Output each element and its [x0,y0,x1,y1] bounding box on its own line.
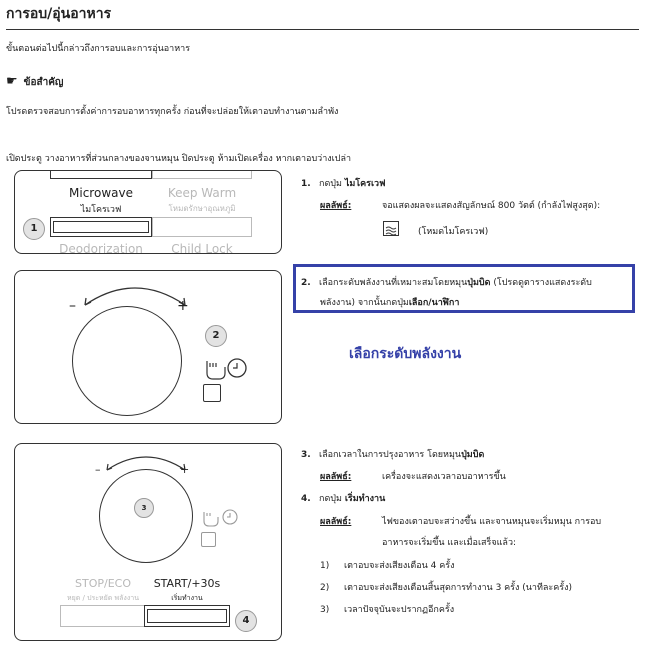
select-button[interactable] [203,384,221,402]
step-badge-4: 4 [235,610,257,632]
substep-3-number: 3) [320,605,330,615]
step-2-text-b: (โปรดดูตารางแสดงระดับ [490,278,592,288]
step-4-result-label: ผลลัพธ์: [320,517,352,527]
pointing-hand-icon: ☛ [6,74,18,89]
step-1-number: 1. [301,179,311,189]
step-badge-2: 2 [205,325,227,347]
step-1 [301,176,385,190]
keepwarm-label-en: Keep Warm [167,186,237,200]
step-1-text: กดปุ่ม [319,179,345,189]
step-2-bold-b: เลือก/นาฬิกา [408,298,460,308]
microwave-button[interactable] [50,217,152,237]
start-label-th: เริ่มทำงาน [171,594,203,602]
substep-3-text: เวลาปัจจุบันจะปรากฏอีกครั้ง [344,605,455,615]
keepwarm-button[interactable] [152,217,252,237]
step-3-result-label: ผลลัพธ์: [320,472,352,482]
stop-label-en: STOP/ECO [75,577,131,590]
control-panel-mode-buttons [14,170,282,254]
control-panel-dial [14,270,282,424]
step-4-bold: เริ่มทำงาน [344,494,386,504]
top-button-edge [50,171,152,179]
step-2-text-c: พลังงาน) จากนั้นกดปุ่ม [320,298,409,308]
step-2-text-a: เลือกระดับพลังงานที่เหมาะสมโดยหมุน [319,278,468,288]
select-button-faint [201,532,216,547]
page-title: การอบ/อุ่นอาหาร [6,6,112,22]
step-1-result-text: จอแสดงผลจะแสดงสัญลักษณ์ 800 วัตต์ (กำลังไฟสูงสุด): [382,201,601,211]
substep-2-number: 2) [320,583,330,593]
step-3-bold: ปุ่มบิด [461,450,485,460]
step-2-line2 [320,295,459,309]
step-3-text: เลือกเวลาในการปรุงอาหาร โดยหมุน [319,450,462,460]
important-heading-label: ข้อสำคัญ [23,77,64,88]
stop-label-th: หยุด / ประหยัด พลังงาน [67,594,139,602]
microwave-label-th: ไมโครเวฟ [80,205,122,215]
substep-2-text: เตาอบจะส่งเสียงเตือนสิ้นสุดการทำงาน 3 ครั้ง (นาทีละครั้ง) [344,583,573,593]
microwave-label-en: Microwave [69,186,133,200]
step-4-result [320,514,601,528]
title-divider [6,29,639,30]
dial-plus-label-small: + [180,463,190,476]
important-heading [6,74,63,90]
step-badge-1: 1 [23,218,45,240]
control-panel-start [14,443,282,641]
substep-1-text: เตาอบจะส่งเสียงเตือน 4 ครั้ง [344,561,455,571]
keepwarm-label-th: โหมดรักษาอุณหภูมิ [168,204,236,213]
step-3-result-text: เครื่องจะแสดงเวลาอบอาหารขึ้น [382,472,506,482]
intro-text: ขั้นตอนต่อไปนี้กล่าวถึงการอบและการอุ่นอาหาร [6,44,191,54]
substep-2 [320,580,572,594]
dial-minus-label: – [69,298,76,314]
start-label-en: START/+30s [153,577,221,590]
step-3 [301,447,484,461]
power-dial[interactable] [72,306,182,416]
dial-plus-label: + [177,298,189,314]
start-button[interactable] [144,605,230,627]
step-badge-3: 3 [134,498,154,518]
dial-minus-label-small: – [95,463,101,476]
step-1-result-label: ผลลัพธ์: [320,201,352,211]
substep-1-number: 1) [320,561,330,571]
step-4-number: 4. [301,494,311,504]
step-1-result [320,198,600,212]
step-4-result-line2: อาหารจะเริ่มขึ้น และเมื่อเสร็จแล้ว: [382,538,517,548]
microwave-button-inner [53,221,149,233]
open-door-text: เปิดประตู วางอาหารที่ส่วนกลางของจานหมุน ปิดประตู ห้ามเปิดเครื่อง หากเตาอบว่างเปล่า [6,154,352,164]
microwave-mode-icon [383,221,399,236]
step-4-text: กดปุ่ม [319,494,345,504]
highlight-caption: เลือกระดับพลังงาน [349,346,462,362]
step-3-number: 3. [301,450,311,460]
deodorization-label: Deodorization [59,242,143,254]
step-2-number: 2. [301,278,311,288]
substep-3 [320,602,454,616]
start-button-inner [147,609,227,623]
substep-1 [320,558,455,572]
step-4 [301,491,385,505]
step-3-result [320,469,506,483]
important-text: โปรดตรวจสอบการตั้งค่าการอบอาหารทุกครั้ง ก่อนที่จะปล่อยให้เตาอบทำงานตามลำพัง [6,107,339,117]
stop-eco-button[interactable] [60,605,145,627]
select-clock-button-icon-faint [199,506,241,528]
step-2-line1 [301,275,592,289]
step-1-bold: ไมโครเวฟ [344,179,386,189]
select-clock-button-icon[interactable] [201,353,251,383]
microwave-mode-text: (โหมดไมโครเวฟ) [418,227,489,237]
childlock-label: Child Lock [171,242,233,254]
top-button-edge-faint [152,171,252,179]
step-2-bold-a: ปุ่มบิด [467,278,491,288]
step-4-result-line1: ไฟของเตาอบจะสว่างขึ้น และจานหมุนจะเริ่มหมุน การอบ [382,517,602,527]
